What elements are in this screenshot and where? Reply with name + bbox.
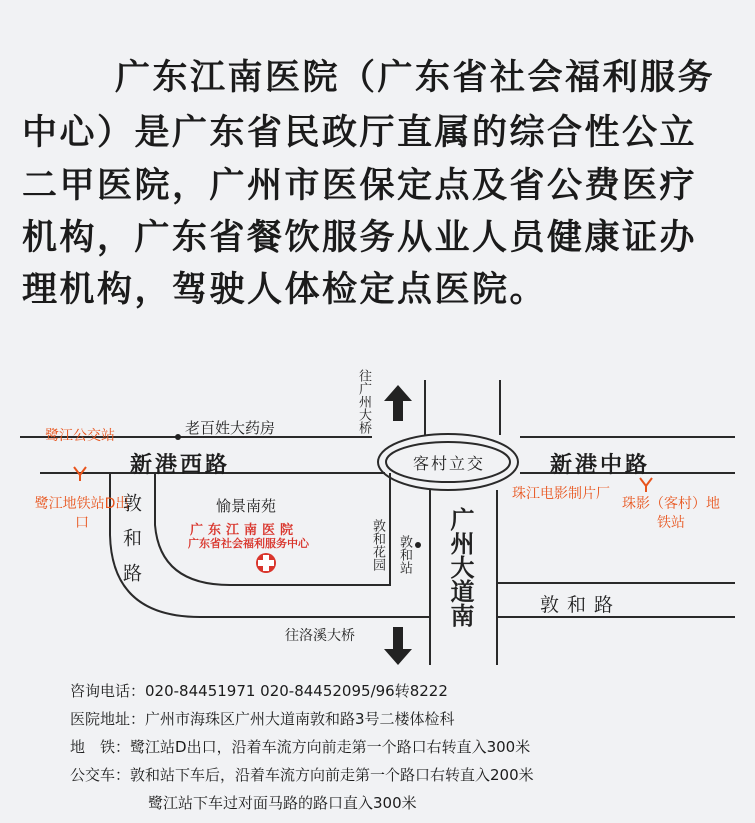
metro-value: 鹭江站D出口，沿着车流方向前走第一个路口右转直入300米 bbox=[130, 738, 531, 756]
label-to-guangzhou-bridge: 往广州大桥 bbox=[356, 369, 371, 434]
location-map bbox=[0, 355, 755, 675]
label-laobaixing-pharmacy: 老百姓大药房 bbox=[185, 419, 276, 437]
intro-line-5: 理机构，驾驶人体检定点医院。 bbox=[22, 270, 548, 310]
label-zhujiang-film-studio: 珠江电影制片厂 bbox=[512, 486, 610, 502]
metro-row bbox=[70, 736, 530, 757]
label-dunhe-garden: 敦和花园 bbox=[370, 519, 385, 571]
phone-row bbox=[70, 680, 448, 701]
address-row bbox=[70, 708, 455, 729]
hospital-cross-icon bbox=[256, 553, 276, 573]
phone-label: 咨询电话： bbox=[70, 682, 146, 700]
intro-line-4: 机构，广东省餐饮服务从业人员健康证办 bbox=[22, 218, 698, 258]
label-hospital-name: 广东江南医院 bbox=[190, 523, 299, 538]
label-xingang-west-road: 新港西路 bbox=[130, 453, 231, 478]
label-lujiang-metro-exit: 鹭江地铁站D出口 bbox=[34, 496, 130, 531]
station-marker bbox=[415, 542, 421, 548]
metro-label: 地 铁： bbox=[70, 738, 131, 756]
label-zhuying-metro-station: 珠影（客村）地铁站 bbox=[622, 496, 720, 531]
bus-value-2: 鹭江站下车过对面马路的路口直入300米 bbox=[148, 794, 417, 812]
label-to-luoxi-bridge: 往洛溪大桥 bbox=[285, 628, 355, 644]
pharmacy-marker bbox=[175, 434, 181, 440]
phone-value: 020-84451971 020-84452095/96转8222 bbox=[145, 682, 448, 700]
bus-label: 公交车： bbox=[70, 766, 131, 784]
address-label: 医院地址： bbox=[70, 710, 146, 728]
label-dunhe-road-west: 敦和路 bbox=[120, 493, 142, 598]
intro-line-1: 广东江南医院（广东省社会福利服务 bbox=[115, 58, 716, 98]
label-dunhe-road-east: 敦和路 bbox=[540, 594, 622, 616]
label-xingang-mid-road: 新港中路 bbox=[550, 453, 651, 478]
bus-row bbox=[70, 764, 534, 785]
intro-line-2: 中心）是广东省民政厅直属的综合性公立 bbox=[22, 113, 698, 153]
intro-paragraph bbox=[0, 0, 755, 330]
label-dunhe-station: 敦和站 bbox=[397, 535, 412, 574]
address-value: 广州市海珠区广州大道南敦和路3号二楼体检科 bbox=[145, 710, 455, 728]
metro-icon-east bbox=[640, 478, 652, 492]
arrow-up-icon bbox=[384, 385, 412, 421]
bus-value: 敦和站下车后，沿着车流方向前走第一个路口右转直入200米 bbox=[130, 766, 534, 784]
intro-line-3: 二甲医院，广州市医保定点及省公费医疗 bbox=[22, 166, 698, 206]
arrow-down-icon bbox=[384, 627, 412, 665]
contact-info bbox=[0, 676, 755, 823]
label-yujing-garden: 愉景南苑 bbox=[216, 497, 277, 515]
label-lujiang-bus-stop: 鹭江公交站 bbox=[45, 428, 115, 444]
label-guangzhou-avenue-south: 广州大道南 bbox=[446, 507, 474, 627]
label-kecun-interchange: 客村立交 bbox=[413, 454, 486, 473]
bus-row-2 bbox=[148, 792, 417, 813]
label-hospital-center: 广东省社会福利服务中心 bbox=[188, 537, 309, 550]
